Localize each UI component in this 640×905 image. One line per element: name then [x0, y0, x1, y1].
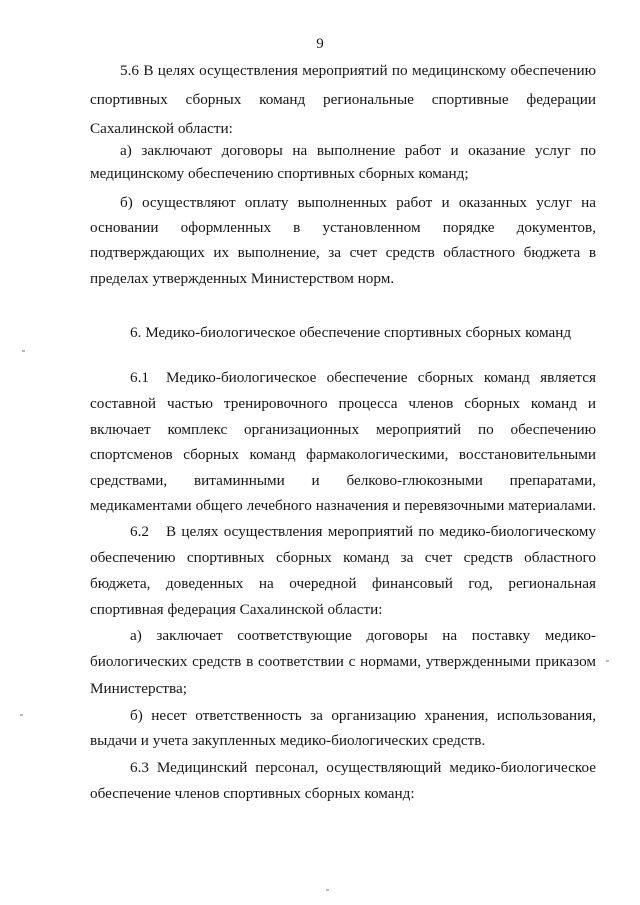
item-b-line-1: б) осуществляют оплату выполненных работ и оказанных услуг на: [120, 194, 596, 211]
paragraph-6-1-line-2: составной частью тренировочного процесса членов сборных команд и: [90, 395, 596, 412]
scan-speck: [22, 350, 25, 352]
paragraph-6-1-line-1: [130, 368, 596, 388]
scan-speck: [606, 660, 609, 662]
paragraph-5-6-line-1: 5.6 В целях осуществления мероприятий по медицинскому обеспечению: [120, 62, 596, 79]
paragraph-5-6-line-3: Сахалинской области:: [90, 120, 233, 137]
scan-speck: [326, 889, 329, 891]
scan-speck: [20, 714, 23, 716]
item-6-2-a-line-3: Министерства;: [90, 680, 187, 697]
item-b-line-4: пределах утвержденных Министерством норм.: [90, 270, 395, 287]
item-6-2-b-line-2: выдачи и учета закупленных медико-биологических средств.: [90, 732, 486, 749]
paragraph-6-3-line-2: обеспечение членов спортивных сборных команд:: [90, 785, 415, 802]
paragraph-6-2-line-1: [130, 522, 596, 542]
paragraph-6-2-line-2: обеспечению спортивных сборных команд за счет средств областного: [90, 549, 596, 566]
paragraph-6-3-line-1: 6.3 Медицинский персонал, осуществляющий медико-биологическое: [130, 759, 596, 776]
item-b-line-3: подтверждающих их выполнение, за счет средств областного бюджета в: [90, 244, 596, 261]
paragraph-6-1-line-3: включает комплекс организационных мероприятий по обеспечению: [90, 421, 596, 438]
paragraph-6-2-line-3: бюджета, доведенных на очередной финансовый год, региональная: [90, 575, 596, 592]
paragraph-6-1-line-4: спортсменов сборных команд фармакологическими, восстановительными: [90, 446, 596, 463]
item-a-line-1: а) заключают договоры на выполнение работ и оказание услуг по: [120, 142, 596, 159]
section-6-heading: 6. Медико-биологическое обеспечение спортивных сборных команд: [130, 324, 572, 341]
item-6-2-a-line-2: биологических средств в соответствии с нормами, утвержденными приказом: [90, 653, 596, 670]
item-6-2-b-line-1: б) несет ответственность за организацию хранения, использования,: [130, 707, 596, 724]
paragraph-6-2-number: 6.2: [130, 523, 149, 540]
paragraph-6-2-text: В целях осуществления мероприятий по медико-биологическому: [166, 523, 596, 540]
item-a-line-2: медицинскому обеспечению спортивных сборных команд;: [90, 165, 469, 182]
page-number: 9: [316, 36, 324, 52]
paragraph-6-1-line-6: медикаментами общего лечебного назначения и перевязочными материалами.: [90, 497, 596, 514]
item-6-2-a-line-1: а) заключает соответствующие договоры на поставку медико-: [130, 627, 596, 644]
paragraph-5-6-line-2: спортивных сборных команд региональные спортивные федерации: [90, 91, 596, 108]
paragraph-6-1-number: 6.1: [130, 369, 149, 386]
paragraph-6-1-line-5: средствами, витаминными и белково-глюкозными препаратами,: [90, 472, 596, 489]
paragraph-6-1-text: Медико-биологическое обеспечение сборных команд является: [166, 369, 596, 386]
item-b-line-2: основании оформленных в установленном порядке документов,: [90, 219, 596, 236]
paragraph-6-2-line-4: спортивная федерация Сахалинской области:: [90, 601, 383, 618]
